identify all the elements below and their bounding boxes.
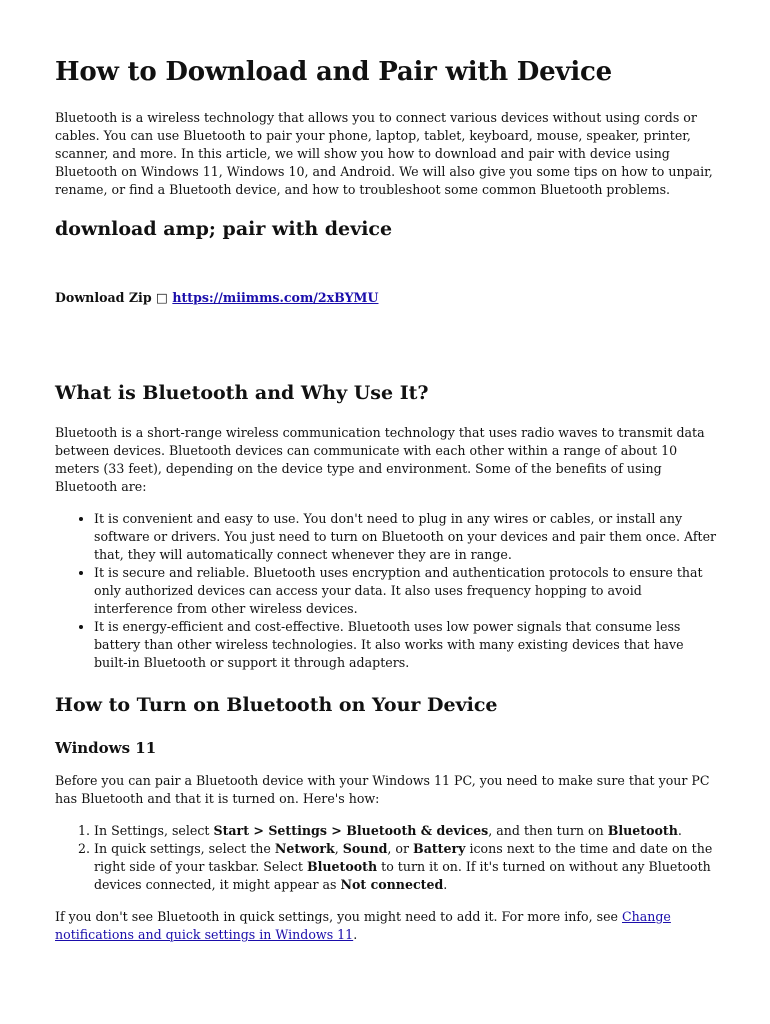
list-item: • It is secure and reliable. Bluetooth uses encryption and authentication protocols to ensure that only authorized devices can access your data. It also uses frequency hopping to avoid interference from other wireless devices.	[94, 564, 720, 618]
battery-term: Battery	[413, 841, 466, 856]
benefits-list	[55, 510, 720, 672]
step-text: .	[443, 877, 448, 892]
article	[55, 54, 720, 944]
windows-11-paragraph: Before you can pair a Bluetooth device with your Windows 11 PC, you need to make sure that your PC has Bluetooth and that it is turned on. Here's how:	[55, 773, 710, 806]
bluetooth-term: Bluetooth	[306, 859, 378, 874]
bluetooth-term: Bluetooth	[607, 823, 678, 838]
windows-11-heading: Windows 11	[55, 739, 157, 757]
download-link[interactable]: https://miimms.com/2xBYMU	[172, 290, 379, 305]
turn-on-bluetooth-heading: How to Turn on Bluetooth on Your Device	[55, 694, 498, 716]
download-arrow-icon: □	[156, 290, 168, 305]
windows-11-steps	[55, 822, 720, 894]
step-text: , and then turn on	[488, 823, 608, 838]
step-text: In quick settings, select the	[94, 841, 275, 856]
step-text: In Settings, select	[94, 823, 214, 838]
quick-settings-note	[55, 908, 720, 944]
quick-settings-link[interactable]: Change notifications and quick settings in Windows 11	[55, 909, 671, 942]
list-item: • It is convenient and easy to use. You don't need to plug in any wires or cables, or install any software or drivers. You just need to turn on Bluetooth on your devices and pair them once. After that, they will automatically connect whenever they are in range.	[94, 510, 720, 564]
step-text: .	[677, 823, 682, 838]
step-text: ,	[334, 841, 343, 856]
what-is-bluetooth-heading: What is Bluetooth and Why Use It?	[55, 382, 429, 404]
network-term: Network	[274, 841, 335, 856]
step-text: icons next to the time and date on the right side of your taskbar. Select	[94, 841, 713, 874]
not-connected-term: Not connected	[340, 877, 444, 892]
settings-path: Start > Settings > Bluetooth & devices	[213, 823, 489, 838]
list-item: • It is energy-efficient and cost-effective. Bluetooth uses low power signals that consume less battery than other wireless technologies. It also works with many existing devices that have built-in Bluetooth or support it through adapters.	[94, 618, 720, 672]
note-text: .	[353, 927, 358, 942]
list-item	[94, 822, 720, 840]
step-text: , or	[387, 841, 414, 856]
what-is-bluetooth-paragraph: Bluetooth is a short-range wireless communication technology that uses radio waves to transmit data between devices. Bluetooth devices can communicate with each other within a range of about 10 meters (33 feet), depending on the device type and environment. Some of the benefits of using Bluetooth are:	[55, 425, 705, 494]
note-text: If you don't see Bluetooth in quick settings, you might need to add it. For more info, see	[55, 909, 622, 924]
download-pair-heading: download amp; pair with device	[55, 218, 393, 240]
intro-paragraph: Bluetooth is a wireless technology that allows you to connect various devices without using cords or cables. You can use Bluetooth to pair your phone, laptop, tablet, keyboard, mouse, speaker, printer, scanner, and more. In this article, we will show you how to download and pair with device using Bluetooth on Windows 11, Windows 10, and Android. We will also give you some tips on how to unpair, rename, or find a Bluetooth device, and how to troubleshoot some common Bluetooth problems.	[55, 110, 713, 197]
step-text: to turn it on. If it's turned on without any Bluetooth devices connected, it might appear as	[94, 859, 711, 892]
sound-term: Sound	[342, 841, 388, 856]
page-title: How to Download and Pair with Device	[55, 57, 612, 87]
download-line	[55, 289, 720, 307]
download-label: Download Zip	[55, 290, 152, 305]
list-item	[94, 840, 720, 894]
